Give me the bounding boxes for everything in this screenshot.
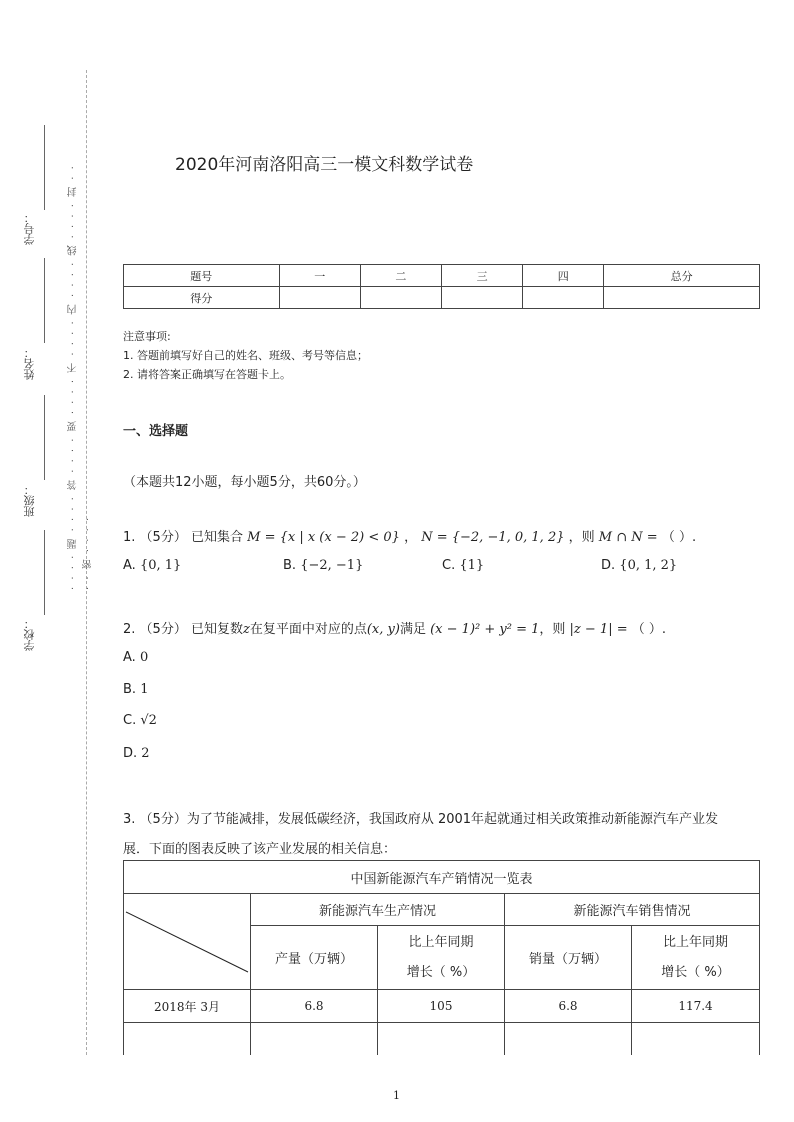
option-value: {0, 1, 2} [619, 558, 678, 573]
question-text: 为了节能减排，发展低碳经济，我国政府从 2001年起就通过相关政策推动新能源汽车产业发 [186, 812, 719, 827]
score-table [123, 264, 760, 309]
option-value: √2 [140, 713, 157, 728]
question-1 [123, 526, 696, 545]
score-row [124, 287, 760, 309]
option-label: C. [123, 713, 137, 728]
option-value: {1} [459, 558, 485, 573]
question-3-line: 展．下面的图表反映了该产业发展的相关信息： [123, 842, 397, 857]
name-label: 姓名： [23, 347, 36, 380]
option-value: 1 [140, 682, 149, 697]
q2-option-c[interactable] [123, 713, 157, 728]
score-row-label: 得分 [124, 287, 280, 309]
score-header-cell: 四 [523, 265, 604, 287]
answer-paren: （ ）. [631, 622, 666, 637]
score-header-cell: 总分 [604, 265, 760, 287]
question-text: 已知复数 [190, 622, 243, 637]
question-score: （5分） [139, 530, 187, 545]
option-value: {−2, −1} [300, 558, 364, 573]
option-value: {0, 1} [139, 558, 182, 573]
col-header-line: 比上年同期 [408, 934, 474, 950]
option-value: 0 [139, 650, 149, 665]
question-number: 2. [123, 622, 136, 637]
q1-option-c[interactable] [442, 558, 484, 573]
score-header-cell: 三 [441, 265, 522, 287]
question-3 [123, 805, 763, 865]
diagonal-line [124, 894, 250, 990]
table-cell [251, 1023, 378, 1055]
set-m: M = {x | x (x − 2) < 0} [247, 530, 400, 545]
section-description: （本题共12小题，每小题5分，共60分。） [123, 475, 366, 490]
option-label: C. [442, 558, 456, 573]
score-header-row [124, 265, 760, 287]
score-cell[interactable] [523, 287, 604, 309]
score-cell[interactable] [360, 287, 441, 309]
group-header-sales: 新能源汽车销售情况 [505, 894, 760, 926]
q2-option-a[interactable] [123, 650, 148, 665]
table-cell: 6.8 [251, 990, 378, 1023]
note-item: 2. 请将答案正确填写在答题卡上。 [123, 368, 291, 381]
table-cell: 117.4 [632, 990, 760, 1023]
diagonal-header-cell [124, 894, 251, 990]
school-underline [44, 530, 45, 615]
intersection-expr: M ∩ N = [598, 530, 658, 545]
table-group-row [124, 894, 760, 926]
score-header-cell: 题号 [124, 265, 280, 287]
question-text: 满足 [399, 622, 426, 637]
name-underline [44, 258, 45, 343]
table-cell: 6.8 [505, 990, 632, 1023]
notes-title: 注意事项: [123, 330, 171, 343]
col-header-line: 增长（ %） [661, 964, 730, 980]
page-title: 2020年河南洛阳高三一模文科数学试卷 [175, 155, 474, 175]
note-item: 1. 答题前填写好自己的姓名、班级、考号等信息； [123, 349, 368, 362]
question-text: 已知集合 [190, 530, 243, 545]
score-cell[interactable] [441, 287, 522, 309]
col-header-production-growth [378, 926, 505, 990]
table-cell [632, 1023, 760, 1055]
q1-option-a[interactable] [123, 558, 181, 573]
option-label: B. [283, 558, 297, 573]
score-cell[interactable] [279, 287, 360, 309]
point: (x, y) [366, 622, 400, 637]
table-cell: 105 [378, 990, 505, 1023]
q2-option-d[interactable] [123, 746, 150, 761]
student-id-label: 学号： [23, 212, 36, 245]
modulus-expr: |z − 1| = [569, 622, 628, 637]
equation: (x − 1)² + y² = 1 [430, 622, 540, 637]
question-number: 3. [123, 812, 136, 827]
set-n: N = {−2, −1, 0, 1, 2} [421, 530, 565, 545]
option-label: D. [123, 746, 138, 761]
col-header-line: 比上年同期 [662, 934, 728, 950]
q1-option-b[interactable] [283, 558, 363, 573]
student-id-underline [44, 125, 45, 210]
option-label: A. [123, 558, 136, 573]
table-cell [378, 1023, 505, 1055]
col-header-sales-growth [632, 926, 760, 990]
page-number: 1 [393, 1089, 400, 1102]
q1-option-d[interactable] [601, 558, 677, 573]
question-number: 1. [123, 530, 136, 545]
question-text: ，则 [568, 530, 595, 545]
notes [123, 327, 368, 384]
table-row [124, 1023, 760, 1055]
data-table [123, 860, 760, 1055]
answer-paren: （ ）. [661, 530, 697, 545]
table-caption-row [124, 861, 760, 894]
col-header-production: 产量（万辆） [251, 926, 378, 990]
table-caption: 中国新能源汽车产销情况一览表 [124, 861, 760, 894]
separator: ， [404, 530, 418, 545]
class-label: 班级： [23, 484, 36, 517]
score-cell[interactable] [604, 287, 760, 309]
class-underline [44, 395, 45, 480]
col-header-sales: 销量（万辆） [505, 926, 632, 990]
col-header-line: 增长（ %） [406, 964, 476, 980]
var-z: z [242, 622, 250, 637]
table-cell [124, 1023, 251, 1055]
table-cell [505, 1023, 632, 1055]
question-text: ，则 [539, 622, 566, 637]
q2-option-b[interactable] [123, 682, 148, 697]
question-score: （5分） [139, 812, 187, 827]
option-label: A. [123, 650, 136, 665]
group-header-production: 新能源汽车生产情况 [251, 894, 505, 926]
question-2 [123, 618, 666, 637]
section-title: 一、选择题 [123, 424, 189, 439]
table-row [124, 990, 760, 1023]
question-3-line [123, 805, 763, 835]
option-label: B. [123, 682, 137, 697]
option-value: 2 [141, 746, 150, 761]
school-label: 学校： [23, 618, 36, 651]
score-header-cell: 一 [279, 265, 360, 287]
table-cell: 2018年 3月 [124, 990, 251, 1023]
question-score: （5分） [139, 622, 187, 637]
option-label: D. [601, 558, 616, 573]
question-text: 在复平面中对应的点 [249, 622, 367, 637]
score-header-cell: 二 [360, 265, 441, 287]
seal-line-text: · · · · 题 · · · · 答 · · · · 要 · · · · 不 · · · · 内 · · · · 线 · · · · 封 · · · · 密 · · · · [68, 164, 94, 590]
